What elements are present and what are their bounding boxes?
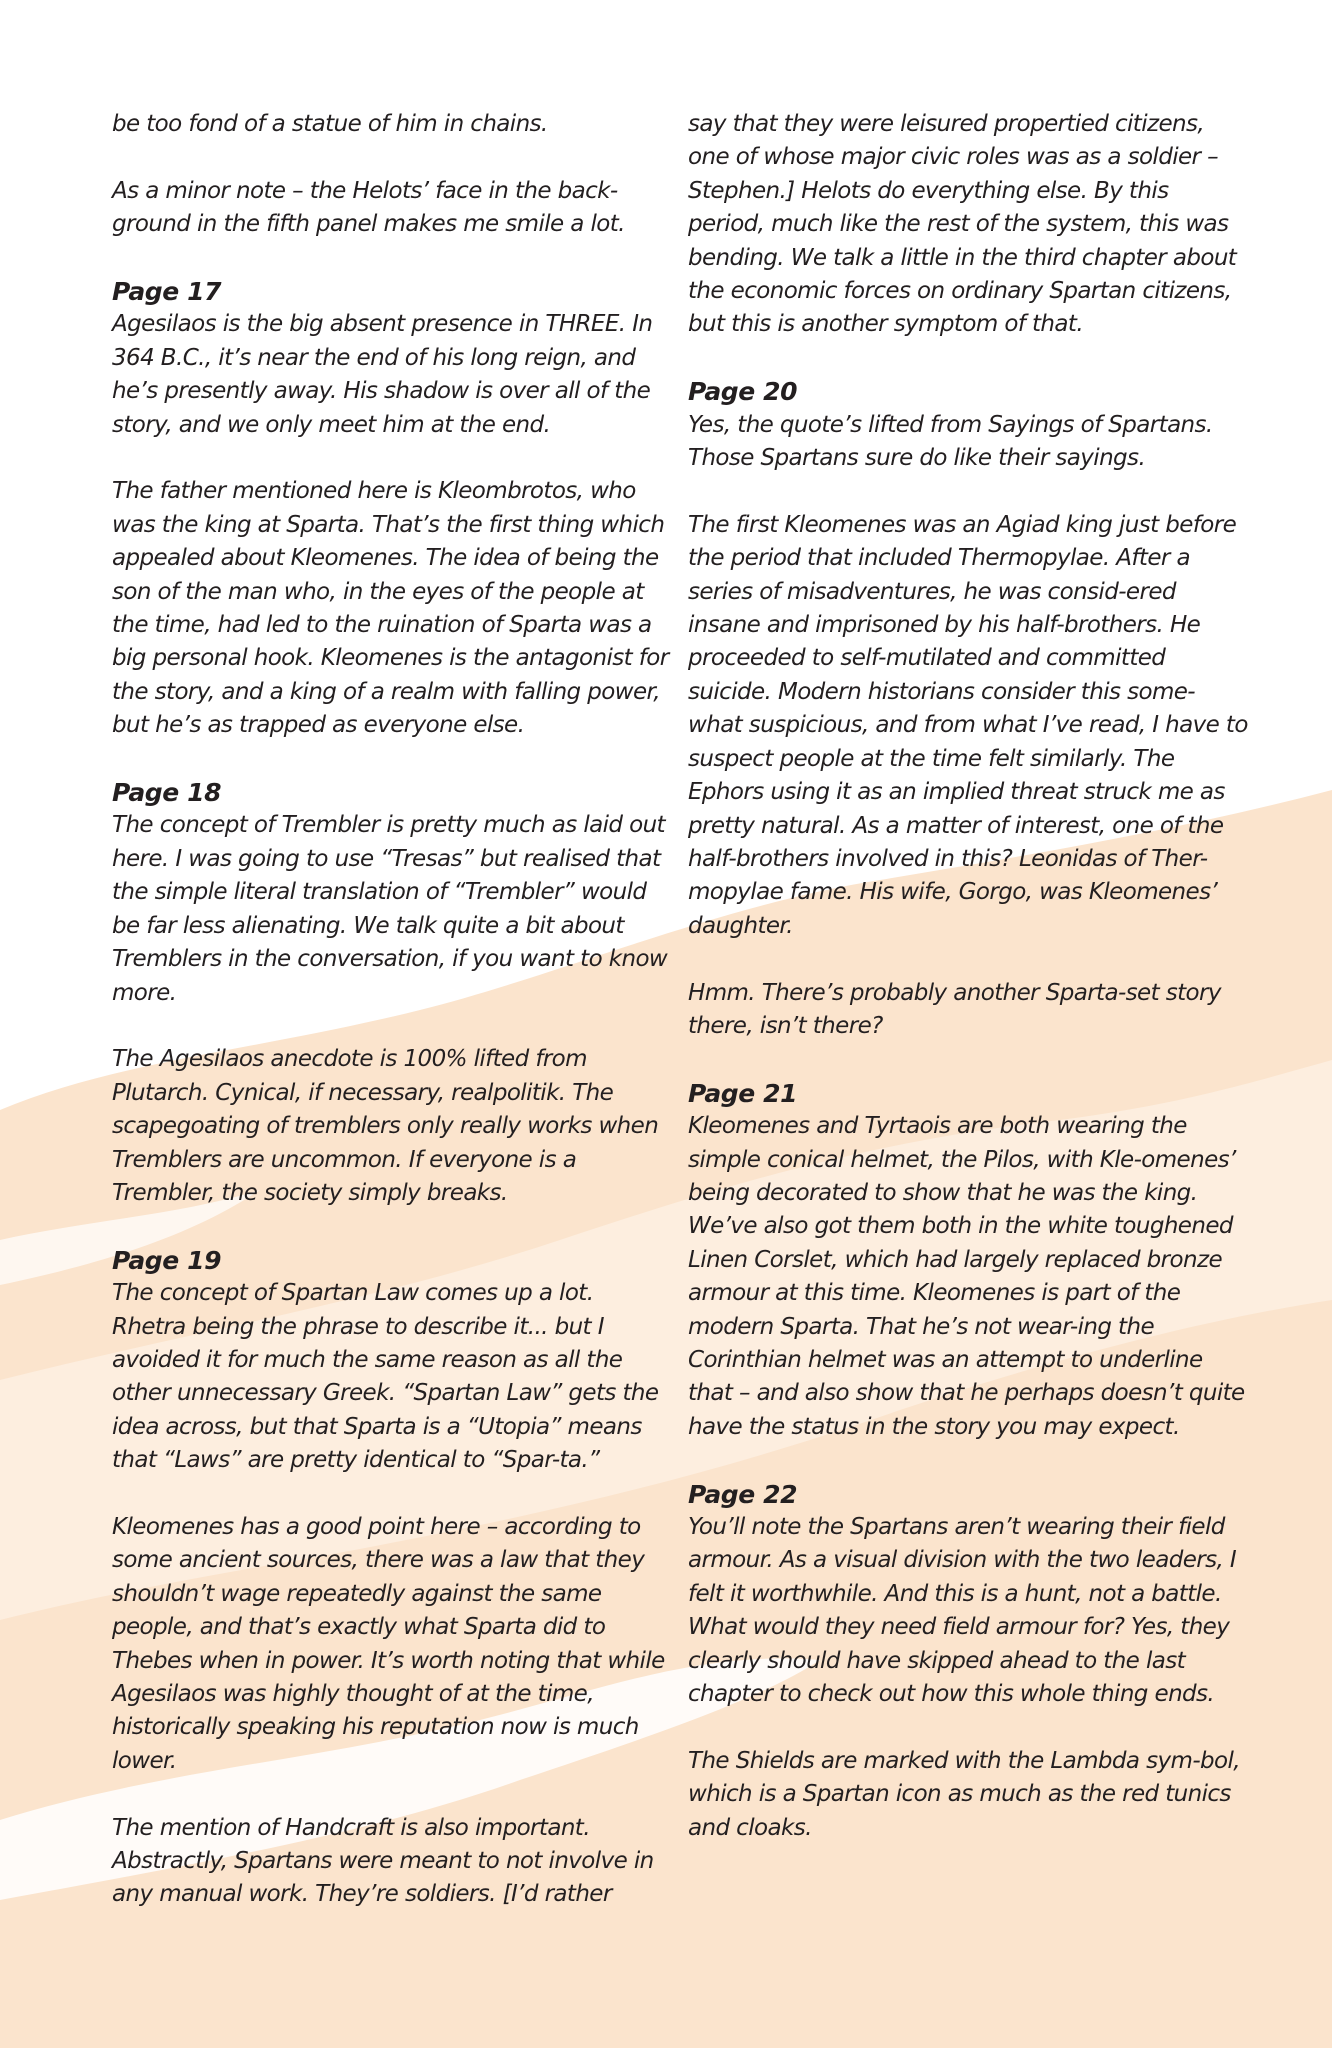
section-heading-page-17: Page 17 xyxy=(112,277,222,306)
section-heading-page-20: Page 20 xyxy=(688,377,798,407)
paragraph: The concept of Trembler is pretty much as laid out here. I was going to use “Tresas” but realised that the simple literal translation of “Trembler” would be far less alienating. We talk quite a bit about Tremblers in the conversation, if you want to know more. xyxy=(112,812,668,1006)
section-heading-page-18: Page 18 xyxy=(112,778,222,808)
paragraph: Kleomenes has a good point here – according to some ancient sources, there was a law that they shouldn’t wage repeatedly against the same people, and that’s exactly what Sparta did to Thebes when in power. It’s worth noting that while Agesilaos was highly thought of at the time, historically speaking his reputation now is much lower. xyxy=(112,1513,665,1774)
paragraph: The Agesilaos anecdote is 100% lifted from Plutarch. Cynical, if necessary, realpolitik. The scapegoating of tremblers only really works when Tremblers are uncommon. If everyone is a Trembler, the society simply breaks. xyxy=(112,1046,659,1206)
paragraph: The first Kleomenes was an Agiad king just before the period that included Thermopylae. After a series of misadventures, he was consid-ered insane and imprisoned by his half-brothers. He proceeded to self-mutilated and committed suicide. Modern historians consider this some-what suspicious, and from what I’ve read, I have to suspect people at the time felt similarly. The Ephors using it as an implied threat struck me as pretty natural. As a matter of interest, one of the half-brothers involved in this? Leonidas of Ther-mopylae fame. His wife, Gorgo, was Kleomenes’ daughter. xyxy=(688,511,1248,939)
paragraph: The father mentioned here is Kleombrotos, who was the king at Sparta. That’s the first thing which appealed about Kleomenes. The idea of being the son of the man who, in the eyes of the people at the time, had led to the ruination of Sparta was a big personal hook. Kleomenes is the antagonist for the story, and a king of a realm with falling power, but he’s as trapped as everyone else. xyxy=(112,478,669,739)
paragraph: say that they were leisured propertied citizens, one of whose major civic roles was as a soldier – Stephen.] Helots do everything else. By this period, much like the rest of the system, this was bending. We talk a little in the third chapter about the economic forces on ordinary Spartan citizens, but this is another symptom of that. xyxy=(688,111,1237,338)
paragraph: Agesilaos is the big absent presence in THREE. In 364 B.C., it’s near the end of his long reign, and he’s presently away. His shadow is over all of the story, and we only meet him at the end. xyxy=(112,311,653,438)
paragraph: Kleomenes and Tyrtaois are both wearing the simple conical helmet, the Pilos, with Kle-omenes’ being decorated to show that he was the king. We’ve also got them both in the white toughened Linen Corslet, which had largely replaced bronze armour at this time. Kleomenes is part of the modern Sparta. That he’s not wear-ing the Corinthian helmet was an attempt to underline that – and also show that he perhaps doesn’t quite have the status in the story you may expect. xyxy=(688,1113,1245,1440)
paragraph: Hmm. There’s probably another Sparta-set story there, isn’t there? xyxy=(688,979,1221,1039)
paragraph: As a minor note – the Helots’ face in the back-ground in the fifth panel makes me smile a lot. xyxy=(112,177,625,238)
paragraph: be too fond of a statue of him in chains. xyxy=(112,111,548,137)
paragraph: Yes, the quote’s lifted from Sayings of Spartans. Those Spartans sure do like their sayings. xyxy=(688,411,1213,472)
paragraph: You’ll note the Spartans aren’t wearing their field armour. As a visual division with the two leaders, I felt it worthwhile. And this is a hunt, not a battle. What would they need field armour for? Yes, they clearly should have skipped ahead to the last chapter to check out how this whole thing ends. xyxy=(688,1513,1237,1708)
paragraph: The concept of Spartan Law comes up a lot. Rhetra being the phrase to describe it... but I avoided it for much the same reason as all the other unnecessary Greek. “Spartan Law” gets the idea across, but that Sparta is a “Utopia” means that “Laws” are pretty identical to “Spar-ta.” xyxy=(112,1280,659,1474)
paragraph: The Shields are marked with the Lambda sym-bol, which is a Spartan icon as much as the red tunics and cloaks. xyxy=(688,1747,1240,1841)
section-heading-page-22: Page 22 xyxy=(688,1479,798,1509)
left-column xyxy=(112,108,672,1945)
section-heading-page-21: Page 21 xyxy=(688,1078,798,1108)
paragraph: The mention of Handcraft is also important. Abstractly, Spartans were meant to not involve in any manual work. They’re soldiers. [I’d rather xyxy=(112,1814,654,1908)
section-heading-page-19: Page 19 xyxy=(112,1245,222,1275)
right-column xyxy=(688,108,1248,1878)
